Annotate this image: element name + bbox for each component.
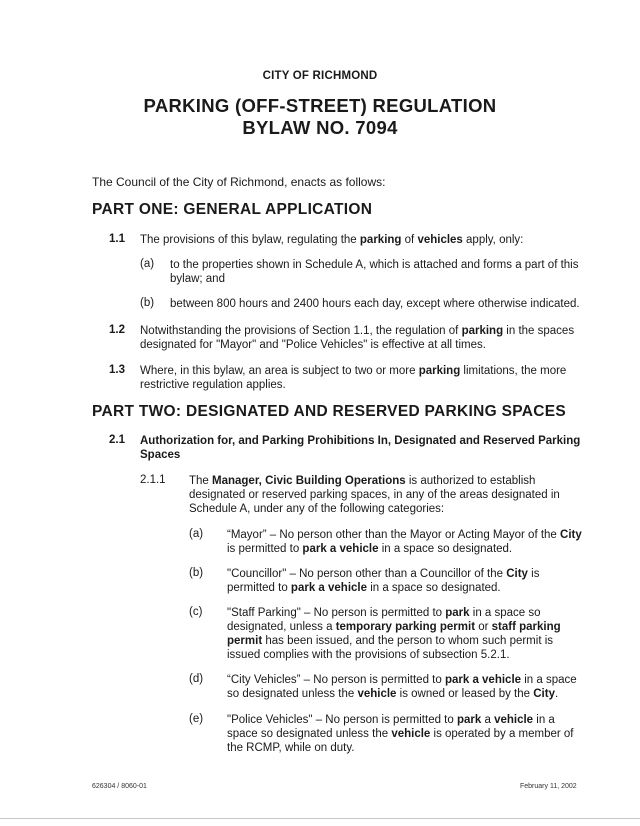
section-number-1-3: 1.3: [109, 364, 125, 376]
item-c-text: "Staff Parking" – No person is permitted to park in a space so designated, unless a temporary parking permit or staff parking permit has been issued, and the person to whom such permit is issued complies with the provisions of subsection 5.2.1.: [227, 607, 561, 661]
item-label-b: (b): [189, 567, 204, 579]
section-1-2-text: Notwithstanding the provisions of Section 1.1, the regulation of parking in the spaces designated for "Mayor" and "Police Vehicles" is effective at all times.: [140, 325, 575, 351]
section-2-1-heading: Authorization for, and Parking Prohibitions In, Designated and Reserved Parking Spaces: [140, 435, 581, 461]
item-1-1-b-text: between 800 hours and 2400 hours each day, except where otherwise indicated.: [170, 298, 580, 310]
document-date: February 11, 2002: [520, 783, 577, 790]
item-e-text: "Police Vehicles" – No person is permitted to park a vehicle in a space so designated unless the vehicle is operated by a member of the RCMP, while on duty.: [227, 714, 574, 754]
section-2-1-1-text: The Manager, Civic Building Operations is authorized to establish designated or reserved parking spaces, in any of the areas designated in Schedule A, under any of the following categories:: [189, 475, 560, 515]
item-1-1-a-text: to the properties shown in Schedule A, which is attached and forms a part of this bylaw; and: [170, 259, 579, 285]
item-label-a: (a): [189, 528, 204, 540]
section-1-3-text: Where, in this bylaw, an area is subject to two or more parking limitations, the more restrictive regulation applies.: [140, 365, 567, 391]
item-label-e: (e): [189, 713, 204, 725]
item-label-1-1-a: (a): [140, 258, 155, 270]
item-d-text: “City Vehicles” – No person is permitted to park a vehicle in a space so designated unless the vehicle is owned or leased by the City.: [227, 674, 577, 700]
item-label-c: (c): [189, 606, 203, 618]
bylaw-title-line2: BYLAW NO. 7094: [242, 117, 398, 138]
section-1-1-text: The provisions of this bylaw, regulating the parking of vehicles apply, only:: [140, 234, 524, 246]
item-a-text: “Mayor” – No person other than the Mayor or Acting Mayor of the City is permitted to park a vehicle in a space so designated.: [227, 529, 582, 555]
section-number-1-1: 1.1: [109, 233, 125, 245]
section-number-2-1: 2.1: [109, 434, 125, 446]
section-number-2-1-1: 2.1.1: [140, 474, 166, 486]
item-b-text: "Councillor" – No person other than a Councillor of the City is permitted to park a vehicle in a space so designated.: [227, 568, 540, 594]
city-name: CITY OF RICHMOND: [262, 70, 378, 82]
section-number-1-2: 1.2: [109, 324, 125, 336]
item-label-d: (d): [189, 673, 204, 685]
enacting-clause: The Council of the City of Richmond, enacts as follows:: [92, 175, 386, 189]
document-reference-number: 626304 / 8060-01: [92, 783, 147, 790]
page-bottom-edge: [0, 818, 640, 819]
item-label-1-1-b: (b): [140, 297, 155, 309]
part-two-heading: PART TWO: DESIGNATED AND RESERVED PARKING SPACES: [92, 403, 566, 420]
bylaw-title-line1: PARKING (OFF-STREET) REGULATION: [143, 95, 497, 116]
part-one-heading: PART ONE: GENERAL APPLICATION: [92, 201, 373, 218]
